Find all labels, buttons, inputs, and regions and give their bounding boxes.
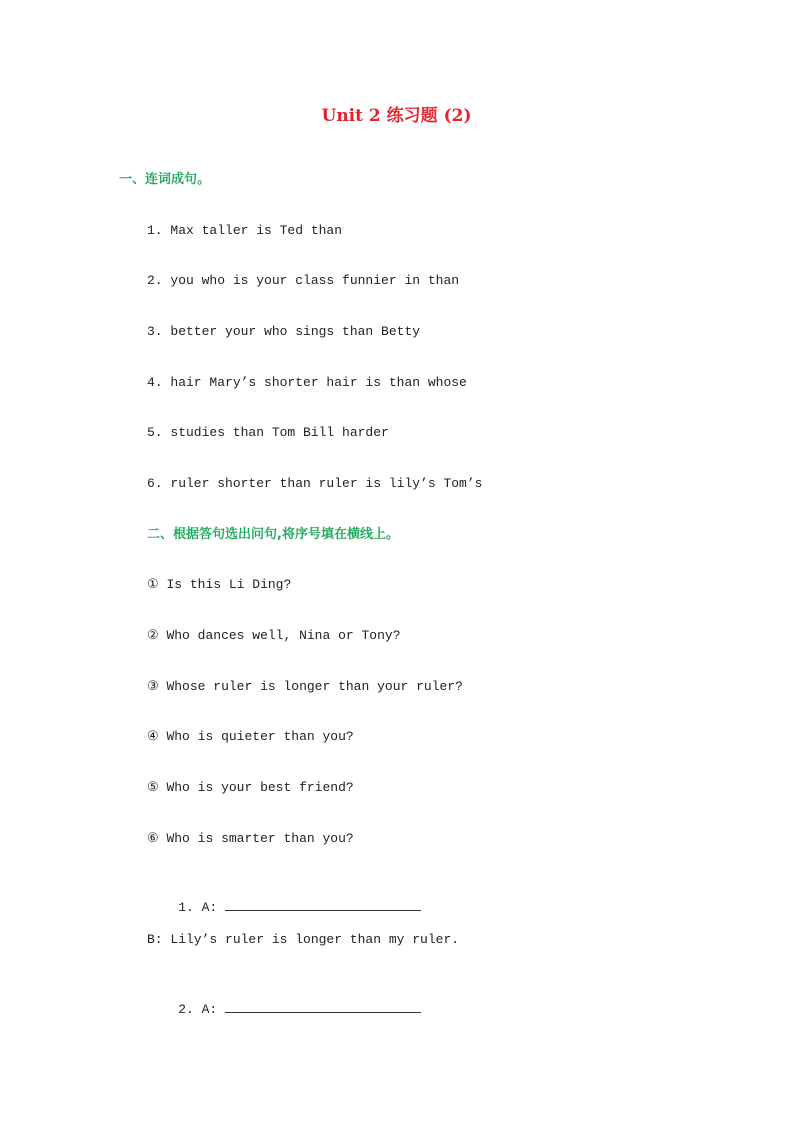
option-2: ② Who dances well, Nina or Tony? bbox=[147, 628, 401, 643]
section-1-heading: 一、连词成句。 bbox=[119, 172, 211, 187]
sentence-item-3: 3. better your who sings than Betty bbox=[147, 324, 421, 339]
option-1: ① Is this Li Ding? bbox=[147, 577, 292, 592]
question-2-label: 2. A: bbox=[178, 1002, 226, 1017]
option-3: ③ Whose ruler is longer than your ruler? bbox=[147, 679, 463, 694]
section-2-heading: 二、根据答句选出问句,将序号填在横线上。 bbox=[147, 527, 399, 542]
question-1-answer-blank[interactable] bbox=[225, 898, 421, 911]
question-2 bbox=[147, 982, 421, 1037]
option-5: ⑤ Who is your best friend? bbox=[147, 780, 354, 795]
page-title: Unit 2 练习题 (2) bbox=[321, 106, 472, 126]
sentence-item-2: 2. you who is your class funnier in than bbox=[147, 273, 460, 288]
option-4: ④ Who is quieter than you? bbox=[147, 729, 354, 744]
question-2-answer-blank[interactable] bbox=[225, 1000, 421, 1013]
sentence-item-4: 4. hair Mary’s shorter hair is than whose bbox=[147, 375, 467, 390]
sentence-item-5: 5. studies than Tom Bill harder bbox=[147, 425, 389, 440]
question-1-label: 1. A: bbox=[178, 900, 226, 915]
answer-1: B: Lily’s ruler is longer than my ruler. bbox=[147, 932, 460, 947]
option-6: ⑥ Who is smarter than you? bbox=[147, 831, 354, 846]
sentence-item-6: 6. ruler shorter than ruler is lily’s Tom’s bbox=[147, 476, 483, 491]
sentence-item-1: 1. Max taller is Ted than bbox=[147, 223, 343, 238]
question-1 bbox=[147, 880, 421, 935]
